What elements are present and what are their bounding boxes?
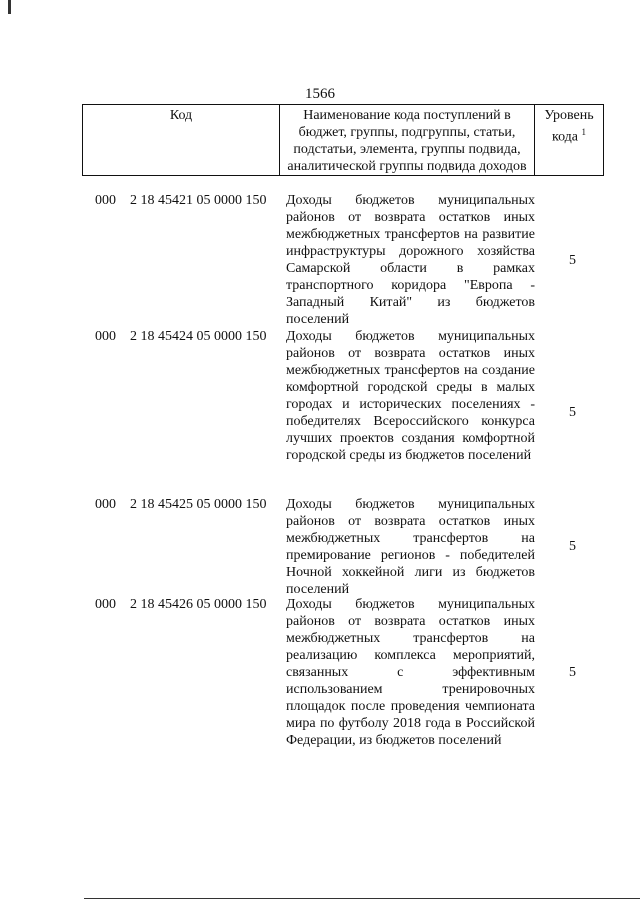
row-level: 5: [569, 404, 576, 420]
row-description: Доходы бюджетов муниципальных районов от возврата остатков иных межбюджетных трансфертов на развитие инфраструктуры дорожного хозяйства Самарской области в рамках транспортного коридора "Европа - Западный Китай" из бюджетов поселений: [286, 193, 535, 327]
row-prefix: 000: [95, 193, 116, 208]
header-name: Наименование кода поступлений в бюджет, группы, подгруппы, статьи, подстатьи, элемента, группы подвида, аналитической группы подвида доходов: [280, 105, 535, 175]
row-description: Доходы бюджетов муниципальных районов от возврата остатков иных межбюджетных трансфертов на реализацию комплекса мероприятий, связанных с эффективным использованием тренировочных площадок после проведения чемпионата мира по футболу 2018 года в Российской Федерации, из бюджетов поселений: [286, 597, 535, 748]
row-description: Доходы бюджетов муниципальных районов от возврата остатков иных межбюджетных трансфертов на создание комфортной городской среды в малых городах и исторических поселениях - победителях Всероссийского конкурса лучших проектов создания комфортной городской среды из бюджетов поселений: [286, 329, 535, 463]
bottom-rule: [84, 898, 640, 899]
header-level: [535, 105, 603, 175]
scan-corner-mark: [8, 0, 11, 14]
table-body: [0, 192, 640, 749]
row-description: Доходы бюджетов муниципальных районов от возврата остатков иных межбюджетных трансфертов на премирование регионов - победителей Ночной хоккейной лиги из бюджетов поселений: [286, 497, 535, 597]
row-level: 5: [569, 252, 576, 268]
table-row: [0, 596, 640, 749]
header-level-footnote: 1: [581, 127, 587, 137]
header-code: Код: [83, 105, 280, 175]
row-code: 2 18 45425 05 0000 150: [130, 497, 267, 512]
table-row: [0, 328, 640, 496]
table-row: [0, 192, 640, 328]
row-prefix: 000: [95, 597, 116, 612]
page-number: 1566: [305, 86, 335, 102]
table-header: [82, 104, 604, 176]
row-prefix: 000: [95, 497, 116, 512]
header-level-label: Уровень кода: [544, 108, 594, 145]
row-code: 2 18 45424 05 0000 150: [130, 329, 267, 344]
row-level: 5: [569, 665, 576, 680]
row-prefix: 000: [95, 329, 116, 344]
table-row: [0, 496, 640, 596]
row-level: 5: [569, 538, 576, 554]
row-code: 2 18 45421 05 0000 150: [130, 193, 267, 208]
row-code: 2 18 45426 05 0000 150: [130, 597, 267, 612]
